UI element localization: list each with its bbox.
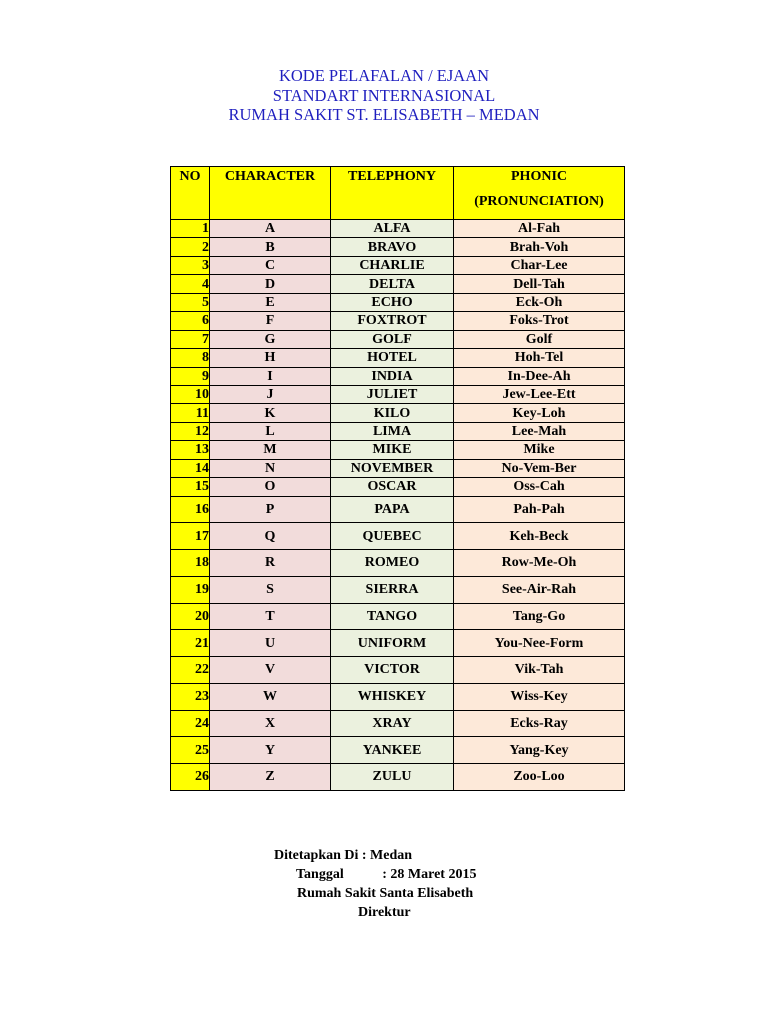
cell-character: R xyxy=(210,550,331,577)
table-row xyxy=(171,550,625,577)
cell-telephony: TANGO xyxy=(331,603,454,630)
cell-phonic: Ecks-Ray xyxy=(454,710,625,737)
title-line-2: STANDART INTERNASIONAL xyxy=(272,85,496,105)
cell-telephony: ECHO xyxy=(331,293,454,311)
header-phonic-line2: (PRONUNCIATION) xyxy=(474,194,604,209)
cell-character: C xyxy=(210,256,331,274)
cell-character: S xyxy=(210,576,331,603)
cell-character: O xyxy=(210,478,331,496)
cell-character: U xyxy=(210,630,331,657)
footer-institution: Rumah Sakit Santa Elisabeth xyxy=(297,886,474,901)
cell-no: 15 xyxy=(171,478,210,496)
cell-no: 13 xyxy=(171,441,210,459)
cell-no: 10 xyxy=(171,385,210,403)
header-no: NO xyxy=(171,167,210,220)
table-row xyxy=(171,385,625,403)
cell-no: 16 xyxy=(171,496,210,523)
cell-telephony: ALFA xyxy=(331,220,454,238)
signature-block xyxy=(274,846,476,922)
cell-telephony: CHARLIE xyxy=(331,256,454,274)
cell-no: 17 xyxy=(171,523,210,550)
cell-character: D xyxy=(210,275,331,293)
cell-character: M xyxy=(210,441,331,459)
cell-character: W xyxy=(210,683,331,710)
cell-no: 23 xyxy=(171,683,210,710)
cell-telephony: GOLF xyxy=(331,330,454,348)
cell-phonic: Char-Lee xyxy=(454,256,625,274)
cell-no: 9 xyxy=(171,367,210,385)
cell-character: G xyxy=(210,330,331,348)
table-header-row xyxy=(171,167,625,220)
cell-no: 14 xyxy=(171,459,210,477)
table-row xyxy=(171,630,625,657)
cell-no: 5 xyxy=(171,293,210,311)
cell-phonic: Mike xyxy=(454,441,625,459)
footer-title: Direktur xyxy=(358,905,411,920)
cell-phonic: Foks-Trot xyxy=(454,312,625,330)
cell-telephony: ZULU xyxy=(331,764,454,791)
table-row xyxy=(171,496,625,523)
table-row xyxy=(171,683,625,710)
cell-telephony: SIERRA xyxy=(331,576,454,603)
table-row xyxy=(171,523,625,550)
cell-character: H xyxy=(210,349,331,367)
cell-no: 22 xyxy=(171,657,210,684)
cell-telephony: LIMA xyxy=(331,422,454,440)
title-line-1: KODE PELAFALAN / EJAAN xyxy=(278,66,490,85)
cell-no: 4 xyxy=(171,275,210,293)
phonetic-alphabet-table xyxy=(170,166,625,791)
table-row xyxy=(171,349,625,367)
cell-phonic: Dell-Tah xyxy=(454,275,625,293)
table-row xyxy=(171,478,625,496)
table-body xyxy=(171,220,625,791)
cell-phonic: Eck-Oh xyxy=(454,293,625,311)
cell-phonic: Golf xyxy=(454,330,625,348)
cell-telephony: NOVEMBER xyxy=(331,459,454,477)
cell-phonic: Lee-Mah xyxy=(454,422,625,440)
table-row xyxy=(171,220,625,238)
cell-character: E xyxy=(210,293,331,311)
cell-telephony: HOTEL xyxy=(331,349,454,367)
cell-phonic: Al-Fah xyxy=(454,220,625,238)
cell-telephony: XRAY xyxy=(331,710,454,737)
cell-no: 24 xyxy=(171,710,210,737)
footer-date: Tanggal : 28 Maret 2015 xyxy=(296,867,477,882)
cell-no: 11 xyxy=(171,404,210,422)
cell-phonic: Tang-Go xyxy=(454,603,625,630)
cell-no: 19 xyxy=(171,576,210,603)
cell-telephony: INDIA xyxy=(331,367,454,385)
cell-phonic: Key-Loh xyxy=(454,404,625,422)
table-row xyxy=(171,657,625,684)
table-row xyxy=(171,312,625,330)
cell-phonic: You-Nee-Form xyxy=(454,630,625,657)
cell-character: A xyxy=(210,220,331,238)
table-row xyxy=(171,293,625,311)
cell-character: Y xyxy=(210,737,331,764)
cell-phonic: In-Dee-Ah xyxy=(454,367,625,385)
cell-telephony: YANKEE xyxy=(331,737,454,764)
table-row xyxy=(171,238,625,256)
table-row xyxy=(171,603,625,630)
table-row xyxy=(171,367,625,385)
table-row xyxy=(171,330,625,348)
cell-telephony: DELTA xyxy=(331,275,454,293)
cell-character: K xyxy=(210,404,331,422)
cell-telephony: BRAVO xyxy=(331,238,454,256)
cell-phonic: Row-Me-Oh xyxy=(454,550,625,577)
cell-telephony: QUEBEC xyxy=(331,523,454,550)
cell-telephony: FOXTROT xyxy=(331,312,454,330)
cell-no: 26 xyxy=(171,764,210,791)
cell-character: I xyxy=(210,367,331,385)
table-row xyxy=(171,459,625,477)
cell-character: J xyxy=(210,385,331,403)
cell-telephony: VICTOR xyxy=(331,657,454,684)
cell-character: X xyxy=(210,710,331,737)
header-phonic-line1: PHONIC xyxy=(511,169,567,184)
table-row xyxy=(171,737,625,764)
table-row xyxy=(171,275,625,293)
cell-telephony: KILO xyxy=(331,404,454,422)
cell-no: 21 xyxy=(171,630,210,657)
cell-phonic: See-Air-Rah xyxy=(454,576,625,603)
cell-character: V xyxy=(210,657,331,684)
cell-phonic: Jew-Lee-Ett xyxy=(454,385,625,403)
document-title xyxy=(0,66,768,125)
table-row xyxy=(171,256,625,274)
cell-phonic: Keh-Beck xyxy=(454,523,625,550)
cell-character: F xyxy=(210,312,331,330)
cell-telephony: MIKE xyxy=(331,441,454,459)
table-row xyxy=(171,764,625,791)
header-telephony: TELEPHONY xyxy=(331,167,454,220)
cell-telephony: PAPA xyxy=(331,496,454,523)
cell-character: Z xyxy=(210,764,331,791)
cell-telephony: ROMEO xyxy=(331,550,454,577)
cell-character: Q xyxy=(210,523,331,550)
cell-phonic: Brah-Voh xyxy=(454,238,625,256)
header-phonic xyxy=(454,167,625,220)
cell-phonic: Oss-Cah xyxy=(454,478,625,496)
table-row xyxy=(171,422,625,440)
cell-phonic: Hoh-Tel xyxy=(454,349,625,367)
cell-no: 2 xyxy=(171,238,210,256)
cell-phonic: Vik-Tah xyxy=(454,657,625,684)
cell-no: 12 xyxy=(171,422,210,440)
cell-telephony: OSCAR xyxy=(331,478,454,496)
title-line-3: RUMAH SAKIT ST. ELISABETH – MEDAN xyxy=(228,105,540,124)
footer-location: Ditetapkan Di : Medan xyxy=(274,848,413,863)
cell-telephony: UNIFORM xyxy=(331,630,454,657)
cell-character: L xyxy=(210,422,331,440)
cell-phonic: Pah-Pah xyxy=(454,496,625,523)
cell-phonic: Zoo-Loo xyxy=(454,764,625,791)
table-row xyxy=(171,404,625,422)
cell-character: P xyxy=(210,496,331,523)
header-character: CHARACTER xyxy=(210,167,331,220)
cell-no: 8 xyxy=(171,349,210,367)
cell-phonic: Yang-Key xyxy=(454,737,625,764)
table-row xyxy=(171,710,625,737)
cell-no: 18 xyxy=(171,550,210,577)
cell-no: 20 xyxy=(171,603,210,630)
cell-no: 3 xyxy=(171,256,210,274)
cell-telephony: JULIET xyxy=(331,385,454,403)
cell-phonic: Wiss-Key xyxy=(454,683,625,710)
cell-telephony: WHISKEY xyxy=(331,683,454,710)
cell-character: T xyxy=(210,603,331,630)
cell-phonic: No-Vem-Ber xyxy=(454,459,625,477)
cell-no: 6 xyxy=(171,312,210,330)
table-row xyxy=(171,441,625,459)
table-row xyxy=(171,576,625,603)
cell-character: B xyxy=(210,238,331,256)
cell-no: 25 xyxy=(171,737,210,764)
cell-character: N xyxy=(210,459,331,477)
cell-no: 1 xyxy=(171,220,210,238)
cell-no: 7 xyxy=(171,330,210,348)
